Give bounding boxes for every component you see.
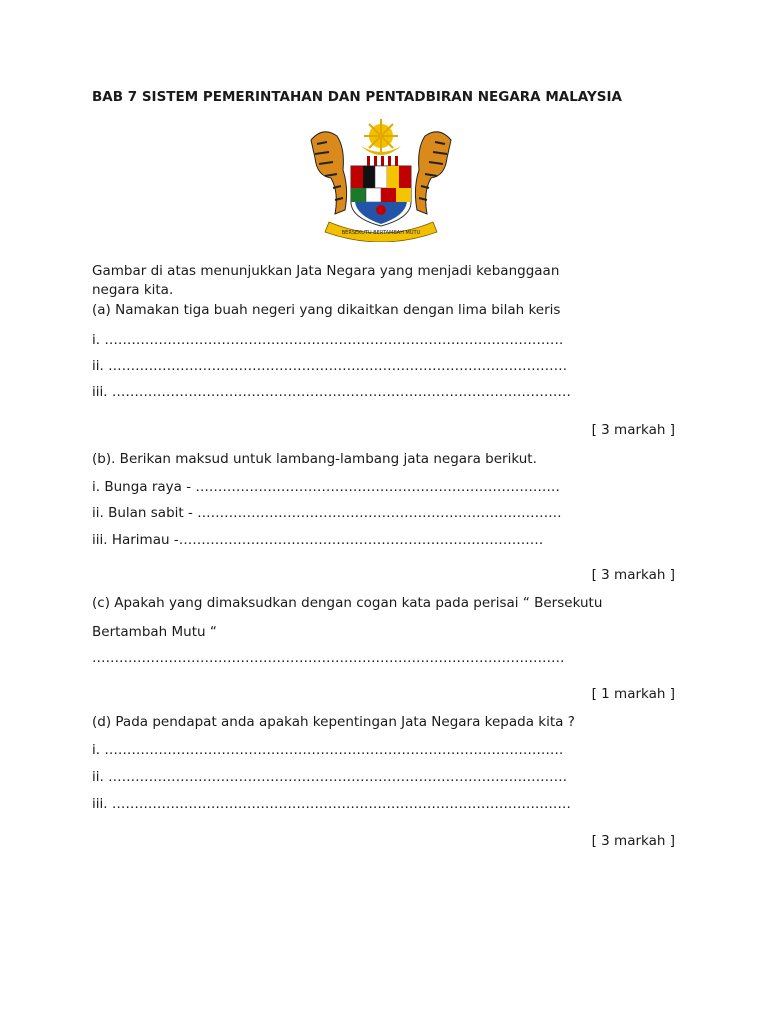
question-b: (b). Berikan maksud untuk lambang-lambang jata negara berikut. bbox=[92, 451, 537, 467]
tiger-icon bbox=[415, 132, 451, 214]
marks-d: [ 3 markah ] bbox=[591, 833, 675, 849]
answer-line-c[interactable]: …………………………………………………………………………………………… bbox=[92, 650, 565, 666]
answer-line-d2[interactable]: ii. ………………………………………………………………………………………… bbox=[92, 769, 568, 785]
answer-line-a3[interactable]: iii. ………………………………………………………………………………………… bbox=[92, 384, 571, 400]
answer-line-d1[interactable]: i. ………………………………………………………………………………………… bbox=[92, 742, 564, 758]
intro-line: negara kita. bbox=[92, 282, 174, 298]
page-title: BAB 7 SISTEM PEMERINTAHAN DAN PENTADBIRAN NEGARA MALAYSIA bbox=[92, 89, 622, 105]
tiger-icon bbox=[311, 132, 347, 214]
answer-line-d3[interactable]: iii. ………………………………………………………………………………………… bbox=[92, 796, 571, 812]
answer-line-b2[interactable]: ii. Bulan sabit - ……………………………………………………………………… bbox=[92, 505, 562, 521]
question-d: (d) Pada pendapat anda apakah kepentingan Jata Negara kepada kita ? bbox=[92, 714, 575, 730]
answer-line-b1[interactable]: i. Bunga raya - ……………………………………………………………………… bbox=[92, 479, 560, 495]
marks-a: [ 3 markah ] bbox=[591, 422, 675, 438]
question-a: (a) Namakan tiga buah negeri yang dikaitkan dengan lima bilah keris bbox=[92, 302, 561, 318]
question-c-cont: Bertambah Mutu “ bbox=[92, 624, 217, 640]
answer-line-a1[interactable]: i. ………………………………………………………………………………………… bbox=[92, 332, 564, 348]
answer-line-b3[interactable]: iii. Harimau -……………………………………………………………………… bbox=[92, 532, 544, 548]
shield-icon bbox=[351, 166, 411, 226]
question-c: (c) Apakah yang dimaksudkan dengan cogan kata pada perisai “ Bersekutu bbox=[92, 595, 603, 611]
intro-line: Gambar di atas menunjukkan Jata Negara yang menjadi kebanggaan bbox=[92, 263, 560, 279]
star-icon bbox=[364, 119, 398, 153]
marks-b: [ 3 markah ] bbox=[591, 567, 675, 583]
jata-negara-crest-icon bbox=[305, 118, 457, 242]
motto-text: BERSEKUTU BERTAMBAH MUTU bbox=[341, 230, 421, 236]
marks-c: [ 1 markah ] bbox=[591, 686, 675, 702]
answer-line-a2[interactable]: ii. ………………………………………………………………………………………… bbox=[92, 358, 568, 374]
